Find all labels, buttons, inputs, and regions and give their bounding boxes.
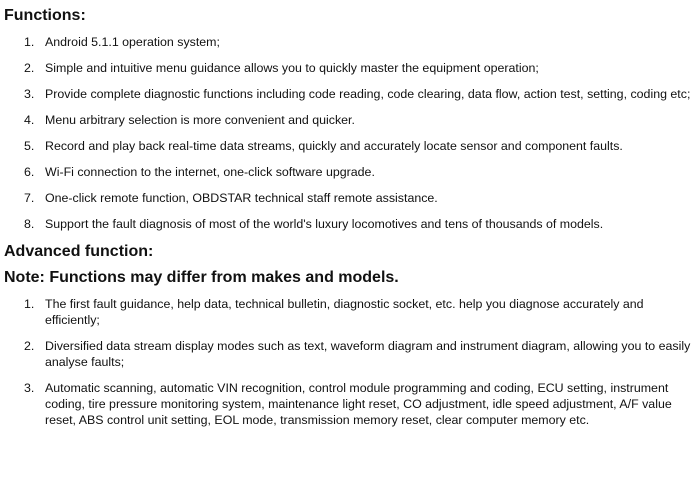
advanced-heading: Advanced function: xyxy=(4,243,154,260)
list-item xyxy=(4,296,692,328)
item-text: Provide complete diagnostic functions including code reading, code clearing, data flow, action test, setting, coding etc; xyxy=(45,87,691,101)
item-number: 3. xyxy=(24,87,35,101)
item-text: Menu arbitrary selection is more convenient and quicker. xyxy=(45,113,355,127)
list-item xyxy=(4,60,692,76)
list-item xyxy=(4,380,692,428)
item-number: 3. xyxy=(24,381,35,395)
list-item xyxy=(4,138,692,154)
list-item xyxy=(4,338,692,370)
item-number: 7. xyxy=(24,191,35,205)
list-item xyxy=(4,216,692,232)
list-item xyxy=(4,164,692,180)
item-number: 5. xyxy=(24,139,35,153)
list-item xyxy=(4,34,692,50)
item-number: 6. xyxy=(24,165,35,179)
item-text: Automatic scanning, automatic VIN recognition, control module programming and coding, ECU setting, instrument coding, tire pressure monitoring system, maintenance light reset, CO adjustment, idle speed adjustment, A/F value reset, ABS control unit setting, EOL mode, transmission memory reset, clear computer memory etc. xyxy=(45,381,672,427)
item-number: 2. xyxy=(24,339,35,353)
item-text: One-click remote function, OBDSTAR technical staff remote assistance. xyxy=(45,191,438,205)
item-text: Record and play back real-time data streams, quickly and accurately locate sensor and component faults. xyxy=(45,139,623,153)
advanced-list xyxy=(4,296,692,428)
item-text: Android 5.1.1 operation system; xyxy=(45,35,220,49)
list-item xyxy=(4,112,692,128)
functions-heading: Functions: xyxy=(4,7,86,24)
item-number: 4. xyxy=(24,113,35,127)
item-text: Support the fault diagnosis of most of the world's luxury locomotives and tens of thousands of models. xyxy=(45,217,604,231)
item-number: 1. xyxy=(24,35,35,49)
item-text: The first fault guidance, help data, technical bulletin, diagnostic socket, etc. help you diagnose accurately and efficiently; xyxy=(45,297,644,327)
note-heading: Note: Functions may differ from makes and models. xyxy=(4,269,399,286)
item-text: Wi-Fi connection to the internet, one-click software upgrade. xyxy=(45,165,375,179)
item-number: 1. xyxy=(24,297,35,311)
item-text: Simple and intuitive menu guidance allows you to quickly master the equipment operation; xyxy=(45,61,539,75)
functions-list xyxy=(4,34,692,232)
item-number: 8. xyxy=(24,217,35,231)
list-item xyxy=(4,190,692,206)
item-text: Diversified data stream display modes such as text, waveform diagram and instrument diagram, allowing you to easily analyse faults; xyxy=(45,339,691,369)
list-item xyxy=(4,86,692,102)
item-number: 2. xyxy=(24,61,35,75)
